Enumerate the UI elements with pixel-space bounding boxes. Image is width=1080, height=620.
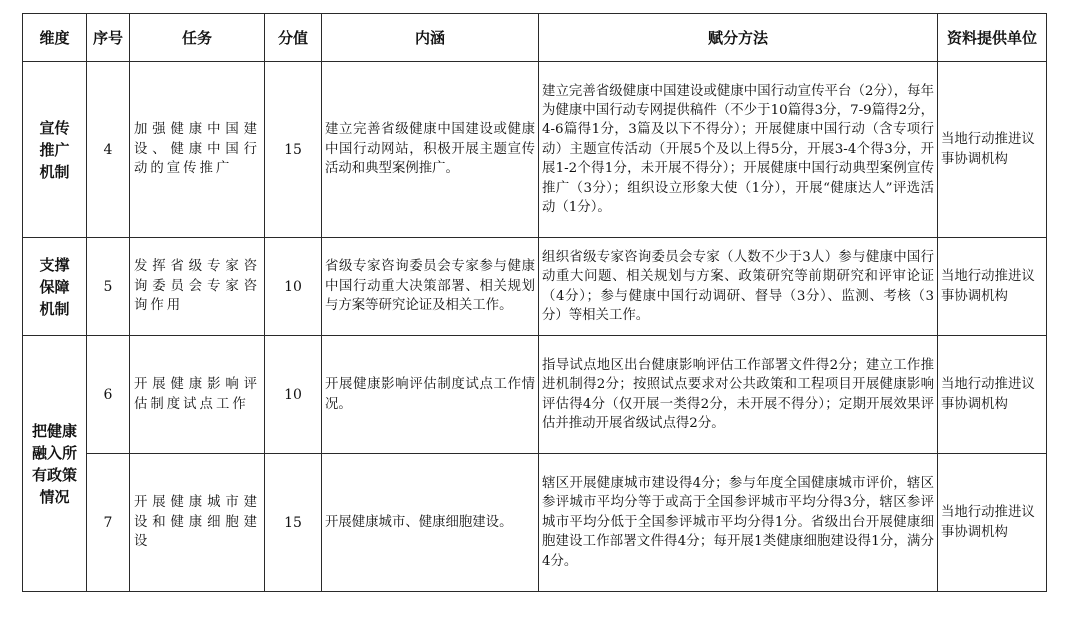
method-cell: 组织省级专家咨询委员会专家（人数不少于3人）参与健康中国行动重大问题、相关规划与方案、政策研究等前期研究和评审论证（4分）；参与健康中国行动调研、督导（3分）、监测、考核（3分）等相关工作。 — [539, 238, 938, 336]
dimension-label: 宣传推广机制 — [39, 118, 70, 181]
method-cell: 指导试点地区出台健康影响评估工作部署文件得2分；建立工作推进机制得2分；按照试点要求对公共政策和工程项目开展健康影响评估得4分（仅开展一类得2分，未开展不得分）；定期开展效果评估并推动开展省级试点得2分。 — [539, 336, 938, 454]
dimension-cell — [23, 62, 87, 238]
content-cell: 建立完善省级健康中国建设或健康中国行动网站，积极开展主题宣传活动和典型案例推广。 — [322, 62, 539, 238]
table-row — [23, 336, 1047, 454]
task-cell: 加强健康中国建设、健康中国行动的宣传推广 — [130, 62, 265, 238]
number-cell: 4 — [87, 62, 130, 238]
header-dimension: 维度 — [23, 14, 87, 62]
task-cell: 发挥省级专家咨询委员会专家咨询作用 — [130, 238, 265, 336]
header-score: 分值 — [265, 14, 322, 62]
dimension-cell — [23, 336, 87, 592]
score-cell: 10 — [265, 336, 322, 454]
content-cell: 开展健康城市、健康细胞建设。 — [322, 454, 539, 592]
unit-cell: 当地行动推进议事协调机构 — [938, 336, 1047, 454]
task-cell: 开展健康城市建设和健康细胞建设 — [130, 454, 265, 592]
number-cell: 5 — [87, 238, 130, 336]
score-cell: 15 — [265, 454, 322, 592]
score-cell: 10 — [265, 238, 322, 336]
dimension-label: 把健康融入所有政策情况 — [31, 421, 77, 506]
evaluation-table — [22, 13, 1047, 592]
header-number: 序号 — [87, 14, 130, 62]
content-cell: 开展健康影响评估制度试点工作情况。 — [322, 336, 539, 454]
content-cell: 省级专家咨询委员会专家参与健康中国行动重大决策部署、相关规划与方案等研究论证及相关工作。 — [322, 238, 539, 336]
dimension-cell — [23, 238, 87, 336]
header-unit: 资料提供单位 — [938, 14, 1047, 62]
header-task: 任务 — [130, 14, 265, 62]
unit-cell: 当地行动推进议事协调机构 — [938, 62, 1047, 238]
task-cell: 开展健康影响评估制度试点工作 — [130, 336, 265, 454]
header-content: 内涵 — [322, 14, 539, 62]
unit-cell: 当地行动推进议事协调机构 — [938, 238, 1047, 336]
unit-cell: 当地行动推进议事协调机构 — [938, 454, 1047, 592]
number-cell: 7 — [87, 454, 130, 592]
header-method: 赋分方法 — [539, 14, 938, 62]
table-row — [23, 238, 1047, 336]
score-cell: 15 — [265, 62, 322, 238]
table-row — [23, 454, 1047, 592]
dimension-label: 支撑保障机制 — [39, 255, 70, 318]
header-row — [23, 14, 1047, 62]
method-cell: 建立完善省级健康中国建设或健康中国行动宣传平台（2分），每年为健康中国行动专网提供稿件（不少于10篇得3分，7-9篇得2分，4-6篇得1分，3篇及以下不得分）；开展健康中国行动（含专项行动）主题宣传活动（开展5个及以上得5分，开展3-4个得3分，开展1-2个得1分，未开展不得分）；开展健康中国行动典型案例宣传推广（3分）；组织设立形象大使（1分），开展“健康达人”评选活动（1分）。 — [539, 62, 938, 238]
number-cell: 6 — [87, 336, 130, 454]
table-row — [23, 62, 1047, 238]
method-cell: 辖区开展健康城市建设得4分；参与年度全国健康城市评价，辖区参评城市平均分等于或高于全国参评城市平均分得3分，辖区参评城市平均分低于全国参评城市平均分得1分。省级出台开展健康细胞建设工作部署文件得4分；每开展1类健康细胞建设得1分，满分4分。 — [539, 454, 938, 592]
